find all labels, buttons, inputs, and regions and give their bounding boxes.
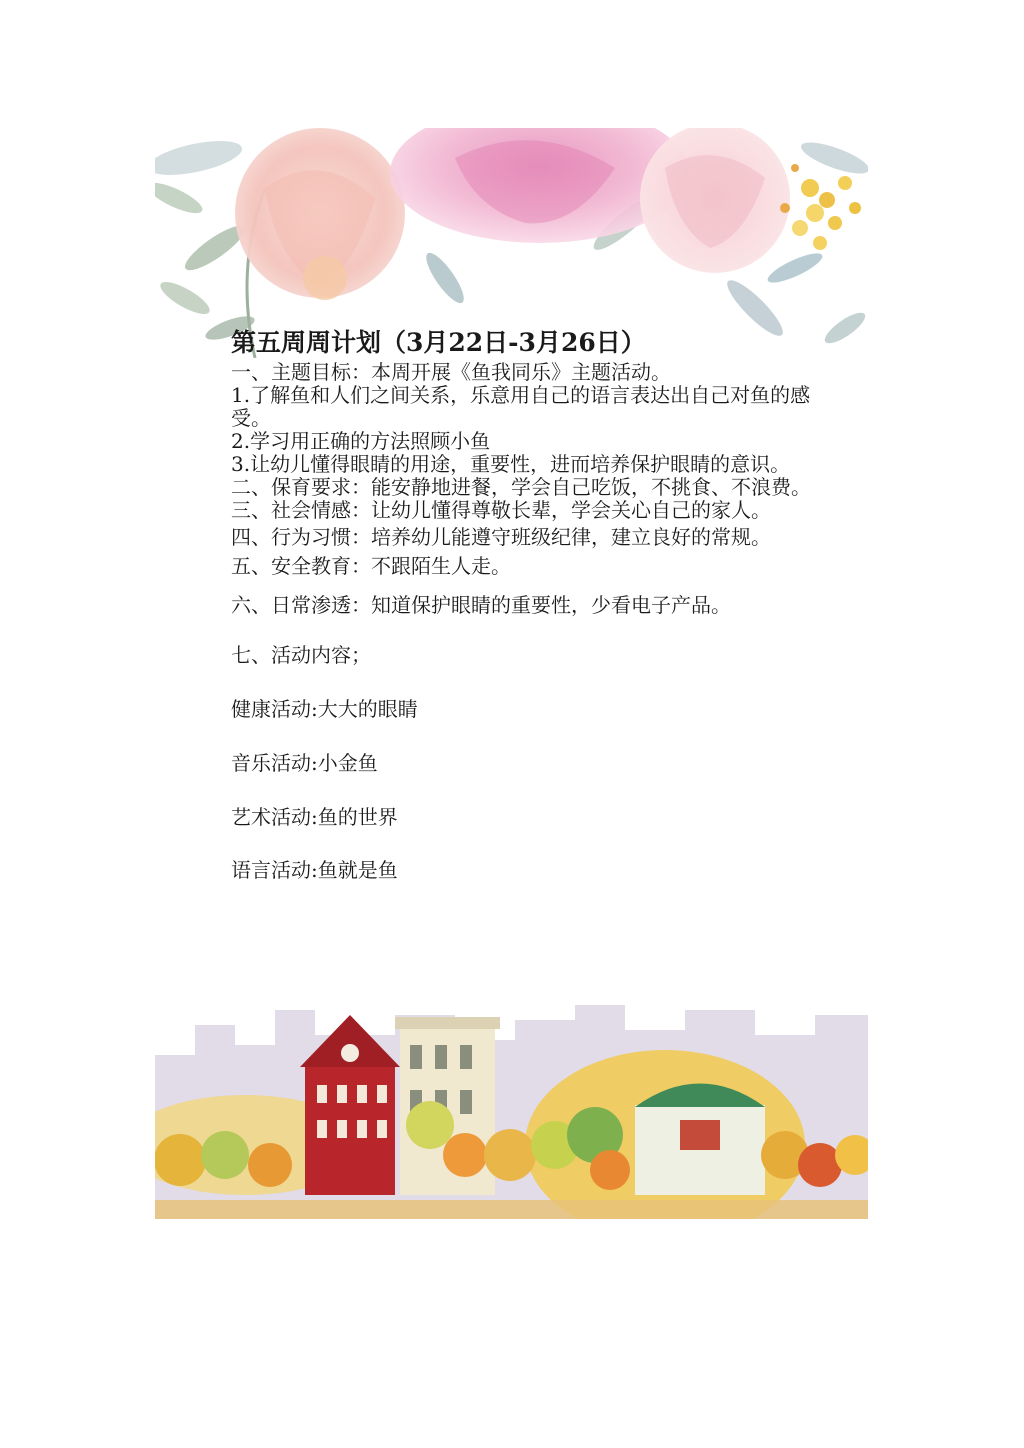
safety-education: 五、安全教育：不跟陌生人走。 <box>231 554 511 578</box>
activity-item: 健康活动:大大的眼睛 <box>231 697 418 721</box>
town-footer-illustration <box>155 995 868 1219</box>
daily-integration: 六、日常渗透：知道保护眼睛的重要性，少看电子产品。 <box>231 593 731 617</box>
floral-header-illustration <box>155 128 868 358</box>
theme-goal-item-2: 2.学习用正确的方法照顾小鱼 <box>231 429 491 453</box>
week-plan-document <box>231 325 831 883</box>
theme-goal-item-1: 1.了解鱼和人们之间关系，乐意用自己的语言表达出自己对鱼的感受。 <box>231 383 811 430</box>
theme-goal-item-3: 3.让幼儿懂得眼睛的用途，重要性，进而培养保护眼睛的意识。 <box>231 452 791 476</box>
theme-goal-heading: 一、主题目标：本周开展《鱼我同乐》主题活动。 <box>231 360 671 384</box>
activity-item: 艺术活动:鱼的世界 <box>231 805 398 829</box>
behavior-habits: 四、行为习惯：培养幼儿能遵守班级纪律，建立良好的常规。 <box>231 525 771 549</box>
activity-item: 语言活动:鱼就是鱼 <box>231 858 398 882</box>
activity-item: 音乐活动:小金鱼 <box>231 751 378 775</box>
care-requirements: 二、保育要求：能安静地进餐，学会自己吃饭，不挑食、不浪费。 <box>231 475 811 499</box>
social-emotion: 三、社会情感：让幼儿懂得尊敬长辈，学会关心自己的家人。 <box>231 498 771 522</box>
activities-heading: 七、活动内容； <box>231 643 371 667</box>
page-title: 第五周周计划（3月22日-3月26日） <box>231 328 646 357</box>
